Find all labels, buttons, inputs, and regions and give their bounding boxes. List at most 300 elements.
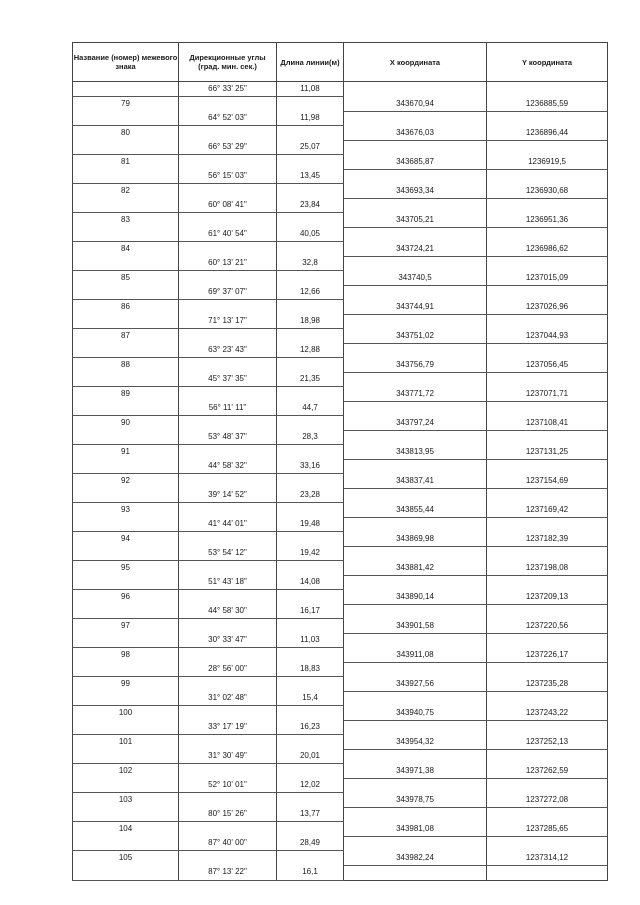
table-row-point xyxy=(73,474,608,489)
cell-mark-name xyxy=(73,764,179,779)
cell-directional-angle xyxy=(179,677,277,692)
table-body xyxy=(73,82,608,881)
cell-mark-name xyxy=(73,735,179,750)
table-row-segment xyxy=(73,575,608,590)
cell-mark-name xyxy=(73,242,179,257)
cell-x-coordinate xyxy=(344,488,487,503)
cell-line-length-text: 18,98 xyxy=(299,316,321,325)
cell-y-coordinate xyxy=(487,488,608,503)
cell-x-coordinate xyxy=(344,416,487,431)
table-row-segment xyxy=(73,546,608,561)
cell-mark-name-text: 98 xyxy=(121,650,130,659)
cell-line-length xyxy=(277,691,344,706)
cell-mark-name-text: 85 xyxy=(121,273,130,282)
cell-x-coordinate-text: 343705,21 xyxy=(396,214,434,224)
cell-x-coordinate xyxy=(344,836,487,851)
cell-y-coordinate xyxy=(487,126,608,141)
cell-directional-angle-text: 53° 54' 12" xyxy=(208,548,247,557)
cell-x-coordinate xyxy=(344,662,487,677)
cell-directional-angle xyxy=(179,430,277,445)
cell-directional-angle xyxy=(179,169,277,184)
cell-x-coordinate xyxy=(344,503,487,518)
cell-x-coordinate xyxy=(344,387,487,402)
cell-x-coordinate-text: 343797,24 xyxy=(396,417,434,427)
cell-y-coordinate-text: 1237108,41 xyxy=(525,417,569,427)
cell-y-coordinate xyxy=(487,314,608,329)
cell-line-length-text: 23,28 xyxy=(299,490,321,499)
cell-mark-name-text: 99 xyxy=(121,679,130,688)
cell-directional-angle xyxy=(179,836,277,851)
cell-x-coordinate xyxy=(344,735,487,750)
table-row-segment xyxy=(73,778,608,793)
cell-x-coordinate-text: 343751,02 xyxy=(396,330,434,340)
cell-y-coordinate-text: 1236951,36 xyxy=(525,214,569,224)
cell-directional-angle xyxy=(179,445,277,460)
cell-x-coordinate xyxy=(344,126,487,141)
cell-directional-angle xyxy=(179,300,277,315)
cell-mark-name xyxy=(73,82,179,97)
cell-x-coordinate xyxy=(344,213,487,228)
cell-mark-name xyxy=(73,503,179,518)
cell-mark-name-text: 88 xyxy=(121,360,130,369)
cell-line-length-text: 44,7 xyxy=(302,403,318,412)
table-row-point xyxy=(73,242,608,257)
cell-x-coordinate xyxy=(344,749,487,764)
cell-directional-angle xyxy=(179,343,277,358)
cell-x-coordinate-text: 343954,32 xyxy=(396,736,434,746)
cell-x-coordinate xyxy=(344,82,487,97)
cell-directional-angle xyxy=(179,532,277,547)
cell-line-length xyxy=(277,111,344,126)
cell-line-length-text: 32,8 xyxy=(302,258,318,267)
cell-line-length-text: 12,02 xyxy=(299,780,321,789)
cell-line-length xyxy=(277,358,344,373)
table-row-segment xyxy=(73,459,608,474)
cell-y-coordinate xyxy=(487,764,608,779)
cell-mark-name xyxy=(73,343,179,358)
cell-x-coordinate xyxy=(344,445,487,460)
cell-x-coordinate xyxy=(344,430,487,445)
cell-directional-angle-text: 87° 13' 22" xyxy=(208,867,247,877)
cell-directional-angle xyxy=(179,401,277,416)
cell-directional-angle xyxy=(179,314,277,329)
cell-x-coordinate xyxy=(344,517,487,532)
cell-x-coordinate-text: 343685,87 xyxy=(396,156,434,166)
cell-mark-name xyxy=(73,155,179,170)
cell-mark-name-text: 102 xyxy=(118,766,133,775)
cell-directional-angle xyxy=(179,372,277,387)
cell-directional-angle xyxy=(179,111,277,126)
cell-directional-angle xyxy=(179,459,277,474)
cell-x-coordinate xyxy=(344,256,487,271)
cell-line-length-text: 16,17 xyxy=(299,606,321,615)
cell-directional-angle xyxy=(179,619,277,634)
cell-line-length xyxy=(277,662,344,677)
cell-y-coordinate-text: 1237154,69 xyxy=(525,475,569,485)
table-row-segment xyxy=(73,198,608,213)
table-header-row xyxy=(73,43,608,82)
cell-y-coordinate-text: 1237026,96 xyxy=(525,301,569,311)
cell-y-coordinate xyxy=(487,575,608,590)
cell-mark-name xyxy=(73,590,179,605)
cell-y-coordinate xyxy=(487,865,608,880)
cell-x-coordinate xyxy=(344,300,487,315)
cell-line-length-text: 13,77 xyxy=(299,809,321,818)
table-row-segment xyxy=(73,372,608,387)
cell-mark-name xyxy=(73,184,179,199)
cell-x-coordinate-text: 343982,24 xyxy=(396,852,434,862)
cell-line-length xyxy=(277,764,344,779)
cell-x-coordinate xyxy=(344,648,487,663)
header-line-length: Длина линии(м) xyxy=(277,43,344,82)
table-row-point xyxy=(73,503,608,518)
cell-mark-name xyxy=(73,372,179,387)
cell-line-length xyxy=(277,633,344,648)
cell-x-coordinate-text: 343837,41 xyxy=(396,475,434,485)
cell-line-length-text: 28,3 xyxy=(302,432,318,441)
cell-directional-angle xyxy=(179,822,277,837)
cell-x-coordinate xyxy=(344,111,487,126)
cell-y-coordinate xyxy=(487,735,608,750)
cell-y-coordinate-text: 1237272,08 xyxy=(525,794,569,804)
cell-directional-angle-text: 31° 30' 49" xyxy=(208,751,247,760)
cell-y-coordinate-text: 1237044,93 xyxy=(525,330,569,340)
cell-y-coordinate xyxy=(487,155,608,170)
cell-x-coordinate xyxy=(344,720,487,735)
cell-x-coordinate xyxy=(344,198,487,213)
cell-line-length xyxy=(277,648,344,663)
cell-mark-name xyxy=(73,532,179,547)
cell-y-coordinate xyxy=(487,517,608,532)
cell-mark-name xyxy=(73,807,179,822)
table-row-segment xyxy=(73,343,608,358)
cell-y-coordinate xyxy=(487,474,608,489)
cell-line-length xyxy=(277,140,344,155)
cell-mark-name xyxy=(73,111,179,126)
cell-directional-angle-text: 60° 13' 21" xyxy=(208,258,247,267)
cell-mark-name-text: 92 xyxy=(121,476,130,485)
cell-x-coordinate xyxy=(344,184,487,199)
table-row-point xyxy=(73,677,608,692)
cell-mark-name xyxy=(73,213,179,228)
cell-directional-angle xyxy=(179,242,277,257)
cell-mark-name xyxy=(73,97,179,112)
cell-directional-angle xyxy=(179,546,277,561)
cell-y-coordinate xyxy=(487,662,608,677)
cell-directional-angle-text: 71° 13' 17" xyxy=(208,316,247,325)
cell-directional-angle xyxy=(179,575,277,590)
table-row-segment xyxy=(73,111,608,126)
cell-x-coordinate xyxy=(344,590,487,605)
cell-y-coordinate xyxy=(487,300,608,315)
cell-line-length xyxy=(277,416,344,431)
cell-line-length-text: 15,4 xyxy=(302,693,318,702)
cell-directional-angle xyxy=(179,735,277,750)
table-row-point xyxy=(73,300,608,315)
cell-line-length xyxy=(277,590,344,605)
table-row-point xyxy=(73,155,608,170)
cell-directional-angle-text: 56° 11' 11" xyxy=(208,403,247,412)
table-row-point xyxy=(73,329,608,344)
cell-y-coordinate xyxy=(487,503,608,518)
cell-mark-name-text: 103 xyxy=(118,795,133,804)
cell-mark-name xyxy=(73,126,179,141)
table-row-point xyxy=(73,590,608,605)
cell-x-coordinate xyxy=(344,271,487,286)
cell-y-coordinate xyxy=(487,343,608,358)
cell-y-coordinate-text: 1237182,39 xyxy=(525,533,569,543)
cell-mark-name xyxy=(73,546,179,561)
cell-line-length-text: 25,07 xyxy=(299,142,321,151)
cell-x-coordinate-text: 343890,14 xyxy=(396,591,434,601)
cell-directional-angle xyxy=(179,561,277,576)
cell-y-coordinate xyxy=(487,242,608,257)
table-row-segment xyxy=(73,401,608,416)
cell-directional-angle xyxy=(179,155,277,170)
cell-line-length-text: 19,42 xyxy=(299,548,321,557)
cell-mark-name-text: 95 xyxy=(121,563,130,572)
cell-mark-name-text: 96 xyxy=(121,592,130,601)
table-row-point xyxy=(73,532,608,547)
cell-line-length xyxy=(277,778,344,793)
cell-directional-angle xyxy=(179,358,277,373)
cell-line-length xyxy=(277,285,344,300)
cell-directional-angle-text: 66° 33' 25" xyxy=(208,84,247,93)
cell-line-length-text: 21,35 xyxy=(299,374,321,383)
cell-mark-name-text: 104 xyxy=(118,824,133,833)
cell-x-coordinate-text: 343756,79 xyxy=(396,359,434,369)
table-row-segment xyxy=(73,430,608,445)
cell-line-length-text: 11,98 xyxy=(300,113,320,122)
cell-y-coordinate-text: 1236986,62 xyxy=(525,243,569,253)
cell-mark-name xyxy=(73,387,179,402)
cell-y-coordinate xyxy=(487,387,608,402)
table-row-segment xyxy=(73,227,608,242)
cell-line-length-text: 19,48 xyxy=(299,519,321,528)
cell-mark-name xyxy=(73,648,179,663)
cell-mark-name xyxy=(73,445,179,460)
cell-line-length xyxy=(277,430,344,445)
cell-line-length xyxy=(277,851,344,866)
table-row-point xyxy=(73,648,608,663)
cell-line-length xyxy=(277,227,344,242)
cell-line-length xyxy=(277,532,344,547)
cell-directional-angle xyxy=(179,778,277,793)
cell-y-coordinate xyxy=(487,648,608,663)
cell-x-coordinate-text: 343744,91 xyxy=(396,301,434,311)
cell-x-coordinate xyxy=(344,97,487,112)
cell-y-coordinate xyxy=(487,619,608,634)
header-directional-angles: Дирекционные углы (град. мин. сек.) xyxy=(179,43,277,82)
table-row-segment xyxy=(73,285,608,300)
cell-line-length xyxy=(277,314,344,329)
cell-y-coordinate xyxy=(487,358,608,373)
cell-line-length xyxy=(277,807,344,822)
cell-mark-name-text: 89 xyxy=(121,389,130,398)
cell-directional-angle xyxy=(179,517,277,532)
cell-mark-name xyxy=(73,865,179,880)
cell-directional-angle-text: 63° 23' 43" xyxy=(208,345,247,354)
cell-y-coordinate xyxy=(487,677,608,692)
cell-mark-name xyxy=(73,575,179,590)
cell-line-length xyxy=(277,677,344,692)
cell-directional-angle-text: 80° 15' 26" xyxy=(208,809,247,818)
cell-mark-name-text: 90 xyxy=(121,418,130,427)
cell-line-length xyxy=(277,793,344,808)
cell-directional-angle xyxy=(179,648,277,663)
table-row-point xyxy=(73,358,608,373)
cell-directional-angle xyxy=(179,474,277,489)
cell-y-coordinate-text: 1237220,56 xyxy=(525,620,569,630)
cell-line-length xyxy=(277,604,344,619)
cell-y-coordinate-text: 1237285,65 xyxy=(525,823,569,833)
cell-mark-name xyxy=(73,851,179,866)
cell-y-coordinate xyxy=(487,793,608,808)
cell-x-coordinate xyxy=(344,401,487,416)
cell-mark-name-text: 94 xyxy=(121,534,130,543)
cell-y-coordinate xyxy=(487,430,608,445)
cell-directional-angle xyxy=(179,256,277,271)
cell-line-length xyxy=(277,242,344,257)
cell-mark-name xyxy=(73,271,179,286)
cell-directional-angle-text: 44° 58' 30" xyxy=(208,606,247,615)
cell-mark-name xyxy=(73,619,179,634)
table-row-segment xyxy=(73,865,608,880)
cell-y-coordinate xyxy=(487,372,608,387)
cell-line-length xyxy=(277,198,344,213)
cell-directional-angle-text: 52° 10' 01" xyxy=(208,780,247,789)
cell-directional-angle xyxy=(179,271,277,286)
boundary-coordinates-table xyxy=(72,42,608,881)
cell-y-coordinate-text: 1237071,71 xyxy=(525,388,569,398)
cell-directional-angle xyxy=(179,633,277,648)
cell-directional-angle-text: 51° 43' 18" xyxy=(208,577,247,586)
table-row-point xyxy=(73,271,608,286)
cell-line-length xyxy=(277,82,344,97)
table-row-segment xyxy=(73,691,608,706)
cell-x-coordinate-text: 343693,34 xyxy=(396,185,434,195)
cell-x-coordinate xyxy=(344,851,487,866)
cell-line-length xyxy=(277,329,344,344)
cell-x-coordinate xyxy=(344,633,487,648)
cell-y-coordinate xyxy=(487,285,608,300)
table-row-point xyxy=(73,561,608,576)
cell-mark-name-text: 93 xyxy=(121,505,130,514)
cell-line-length-text: 11,03 xyxy=(300,635,320,644)
cell-y-coordinate xyxy=(487,140,608,155)
cell-line-length xyxy=(277,271,344,286)
cell-line-length xyxy=(277,706,344,721)
cell-y-coordinate xyxy=(487,97,608,112)
cell-line-length xyxy=(277,546,344,561)
table-row-segment xyxy=(73,82,608,97)
cell-line-length xyxy=(277,343,344,358)
table-row-point xyxy=(73,387,608,402)
cell-x-coordinate-text: 343881,42 xyxy=(396,562,434,572)
cell-directional-angle-text: 41° 44' 01" xyxy=(208,519,247,528)
cell-x-coordinate-text: 343940,75 xyxy=(396,707,434,717)
cell-y-coordinate-text: 1237226,17 xyxy=(525,649,569,659)
cell-x-coordinate-text: 343771,72 xyxy=(396,388,434,398)
cell-directional-angle xyxy=(179,764,277,779)
cell-y-coordinate xyxy=(487,256,608,271)
header-x-coordinate: X координата xyxy=(344,43,487,82)
cell-x-coordinate-text: 343971,38 xyxy=(396,765,434,775)
table-row-segment xyxy=(73,140,608,155)
cell-mark-name-text: 101 xyxy=(118,737,133,746)
cell-x-coordinate-text: 343724,21 xyxy=(396,243,434,253)
cell-x-coordinate xyxy=(344,227,487,242)
cell-x-coordinate xyxy=(344,314,487,329)
cell-mark-name xyxy=(73,430,179,445)
cell-mark-name xyxy=(73,300,179,315)
cell-x-coordinate-text: 343978,75 xyxy=(396,794,434,804)
cell-y-coordinate-text: 1237169,42 xyxy=(525,504,569,514)
cell-y-coordinate xyxy=(487,184,608,199)
cell-line-length xyxy=(277,836,344,851)
cell-mark-name xyxy=(73,778,179,793)
cell-x-coordinate xyxy=(344,575,487,590)
cell-mark-name-text: 80 xyxy=(121,128,130,137)
table-row-point xyxy=(73,619,608,634)
table-row-segment xyxy=(73,488,608,503)
table-row-segment xyxy=(73,517,608,532)
table-row-segment xyxy=(73,662,608,677)
cell-y-coordinate xyxy=(487,633,608,648)
cell-mark-name xyxy=(73,285,179,300)
cell-y-coordinate xyxy=(487,720,608,735)
cell-y-coordinate-text: 1237235,28 xyxy=(525,678,569,688)
cell-line-length xyxy=(277,155,344,170)
cell-x-coordinate xyxy=(344,706,487,721)
cell-y-coordinate xyxy=(487,459,608,474)
cell-mark-name-text: 83 xyxy=(121,215,130,224)
cell-directional-angle xyxy=(179,590,277,605)
cell-mark-name-text: 87 xyxy=(121,331,130,340)
table-row-segment xyxy=(73,720,608,735)
cell-y-coordinate xyxy=(487,329,608,344)
cell-line-length xyxy=(277,503,344,518)
table-row-point xyxy=(73,735,608,750)
cell-mark-name-text: 91 xyxy=(121,447,130,456)
cell-directional-angle xyxy=(179,184,277,199)
cell-x-coordinate-text: 343911,08 xyxy=(396,649,434,659)
cell-directional-angle xyxy=(179,662,277,677)
cell-x-coordinate xyxy=(344,561,487,576)
cell-directional-angle-text: 45° 37' 35" xyxy=(208,374,247,383)
cell-y-coordinate xyxy=(487,807,608,822)
cell-line-length xyxy=(277,300,344,315)
cell-directional-angle xyxy=(179,329,277,344)
cell-x-coordinate xyxy=(344,459,487,474)
cell-x-coordinate xyxy=(344,358,487,373)
cell-x-coordinate xyxy=(344,807,487,822)
table-row-segment xyxy=(73,749,608,764)
cell-y-coordinate xyxy=(487,778,608,793)
cell-directional-angle xyxy=(179,720,277,735)
cell-directional-angle xyxy=(179,82,277,97)
cell-y-coordinate xyxy=(487,169,608,184)
table-row-segment xyxy=(73,314,608,329)
cell-mark-name xyxy=(73,749,179,764)
cell-directional-angle-text: 33° 17' 19" xyxy=(208,722,247,731)
cell-x-coordinate-text: 343869,98 xyxy=(396,533,434,543)
cell-x-coordinate xyxy=(344,619,487,634)
cell-x-coordinate xyxy=(344,764,487,779)
cell-y-coordinate xyxy=(487,691,608,706)
cell-mark-name xyxy=(73,474,179,489)
cell-mark-name xyxy=(73,836,179,851)
